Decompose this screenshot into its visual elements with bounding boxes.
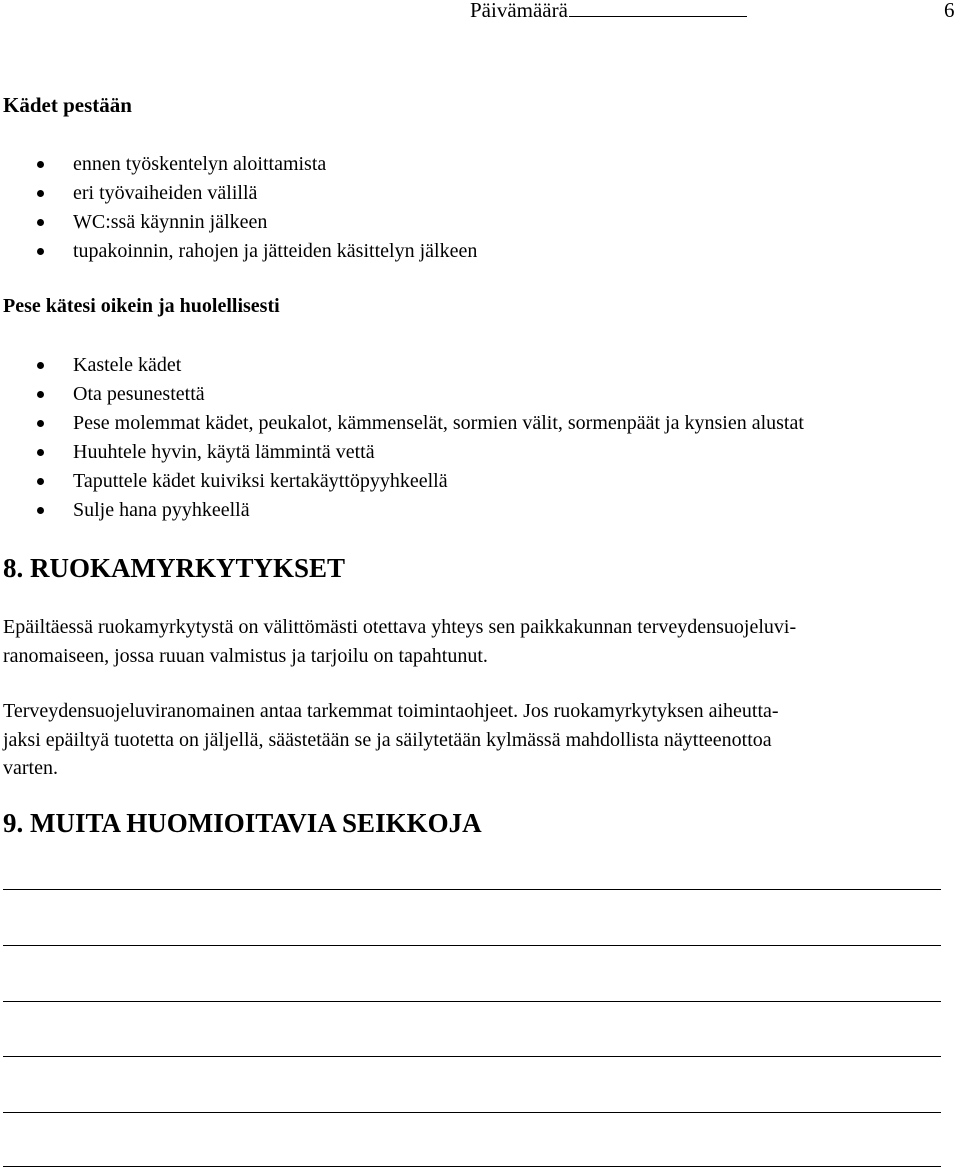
list-item: WC:ssä käynnin jälkeen: [0, 208, 477, 237]
date-blank-line[interactable]: [569, 0, 747, 17]
blank-write-line[interactable]: [3, 1001, 941, 1002]
section-9-title: 9. MUITA HUOMIOITAVIA SEIKKOJA: [3, 808, 482, 838]
section-8-title: 8. RUOKAMYRKYTYKSET: [3, 553, 346, 583]
blank-write-line[interactable]: [3, 1112, 941, 1113]
list-item: eri työvaiheiden välillä: [0, 179, 477, 208]
list-item: Sulje hana pyyhkeellä: [0, 496, 804, 525]
bullet-icon: [37, 449, 44, 456]
bullet-icon: [37, 161, 44, 168]
bullet-icon: [37, 362, 44, 369]
list-item: Pese molemmat kädet, peukalot, kämmenselät, sormien välit, sormenpäät ja kynsien alustat: [0, 409, 804, 438]
list-item: Ota pesunestettä: [0, 380, 804, 409]
list-item: Taputtele kädet kuiviksi kertakäyttöpyyhkeellä: [0, 467, 804, 496]
handwash-when-list: [0, 150, 477, 266]
bullet-icon: [37, 219, 44, 226]
list-item: ennen työskentelyn aloittamista: [0, 150, 477, 179]
bullet-icon: [37, 248, 44, 255]
blank-write-line[interactable]: [3, 1166, 941, 1167]
list-item: Huuhtele hyvin, käytä lämmintä vettä: [0, 438, 804, 467]
section-8-paragraph-2: Terveydensuojeluviranomainen antaa tarkemmat toimintaohjeet. Jos ruokamyrkytyksen aiheutta- jaksi epäiltyä tuotetta on jäljellä, säästetään se ja säilytetään kylmässä mahdollista näytteenottoa varten.: [3, 700, 779, 779]
list-item: Kastele kädet: [0, 351, 804, 380]
blank-write-line[interactable]: [3, 1056, 941, 1057]
bullet-icon: [37, 478, 44, 485]
blank-write-line[interactable]: [3, 945, 941, 946]
bullet-icon: [37, 507, 44, 514]
handwash-how-heading: Pese kätesi oikein ja huolellisesti: [3, 295, 280, 317]
date-label: Päivämäärä: [470, 0, 568, 22]
blank-write-line[interactable]: [3, 889, 941, 890]
page-number: 6: [944, 0, 955, 22]
bullet-icon: [37, 190, 44, 197]
section-8-paragraph-1: Epäiltäessä ruokamyrkytystä on välittömästi otettava yhteys sen paikkakunnan terveydensuojeluvi- ranomaiseen, jossa ruuan valmistus ja tarjoilu on tapahtunut.: [3, 616, 797, 667]
handwash-how-list: [0, 351, 804, 525]
bullet-icon: [37, 391, 44, 398]
list-item: tupakoinnin, rahojen ja jätteiden käsittelyn jälkeen: [0, 237, 477, 266]
date-field: [470, 0, 747, 23]
bullet-icon: [37, 420, 44, 427]
handwash-when-heading: Kädet pestään: [3, 93, 132, 117]
